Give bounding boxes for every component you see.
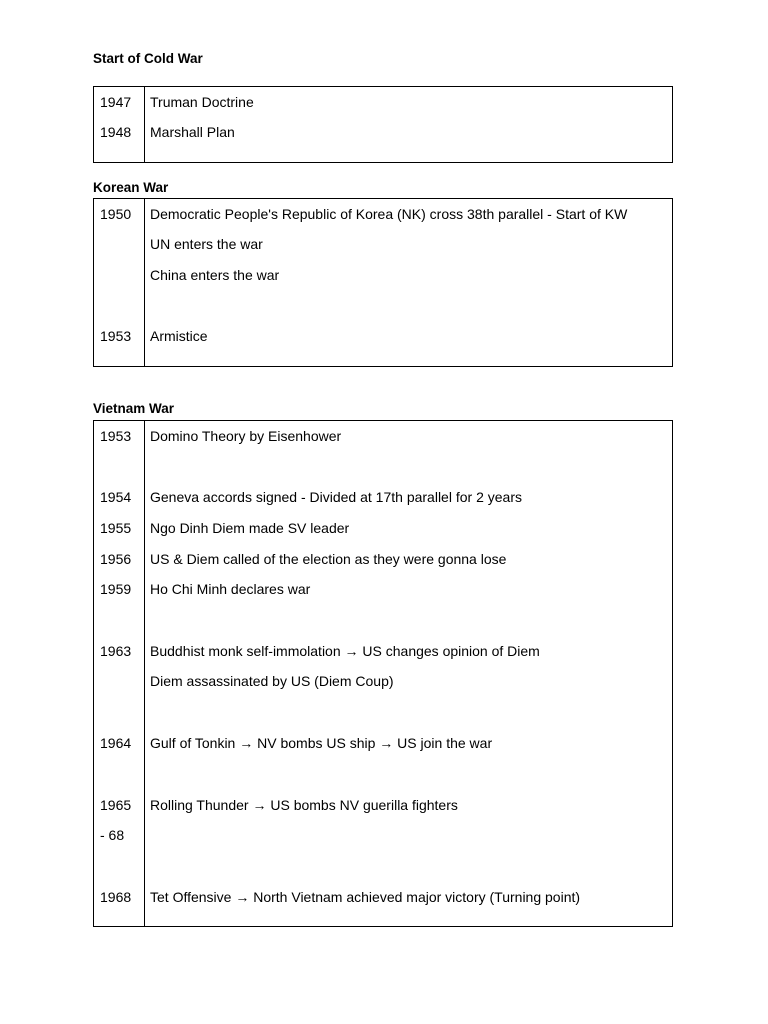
year-cell: 1948: [100, 124, 132, 140]
table-row: [94, 642, 672, 660]
section-title-vietnam-war: Vietnam War: [93, 401, 175, 416]
event-cell: US & Diem called of the election as they were gonna lose: [150, 551, 507, 567]
year-cell: 1964: [100, 735, 132, 751]
year-cell: 1968: [100, 889, 132, 905]
event-cell: Democratic People's Republic of Korea (NK) cross 38th parallel - Start of KW: [150, 206, 628, 222]
year-cell: 1963: [100, 643, 132, 659]
timeline-table-cold-war: [93, 86, 673, 163]
table-row: [94, 826, 672, 844]
table-row: [94, 734, 672, 752]
table-row: [94, 427, 672, 445]
year-cell: 1947: [100, 94, 132, 110]
table-row: [94, 550, 672, 568]
event-cell: UN enters the war: [150, 236, 263, 252]
year-cell: 1955: [100, 520, 132, 536]
event-cell: Gulf of Tonkin → NV bombs US ship → US join the war: [150, 735, 493, 751]
year-cell: 1950: [100, 206, 132, 222]
table-row: [94, 205, 672, 223]
year-cell: 1956: [100, 551, 132, 567]
table-row: [94, 235, 672, 253]
table-row: [94, 327, 672, 345]
event-cell: Diem assassinated by US (Diem Coup): [150, 673, 394, 689]
event-cell: Buddhist monk self-immolation → US changes opinion of Diem: [150, 643, 540, 659]
event-cell: Ngo Dinh Diem made SV leader: [150, 520, 350, 536]
section-title-cold-war: Start of Cold War: [93, 51, 203, 66]
timeline-table-vietnam-war: [93, 420, 673, 927]
event-cell: Marshall Plan: [150, 124, 235, 140]
event-cell: Tet Offensive → North Vietnam achieved major victory (Turning point): [150, 889, 581, 905]
table-row: [94, 488, 672, 506]
table-row: [94, 796, 672, 814]
year-cell: 1953: [100, 328, 132, 344]
event-cell: Ho Chi Minh declares war: [150, 581, 311, 597]
year-cell: 1953: [100, 428, 132, 444]
event-cell: Geneva accords signed - Divided at 17th parallel for 2 years: [150, 489, 522, 505]
table-row: [94, 519, 672, 537]
section-title-korean-war: Korean War: [93, 180, 169, 195]
year-cell: 1965: [100, 797, 132, 813]
timeline-table-korean-war: [93, 198, 673, 367]
year-cell: - 68: [100, 827, 125, 843]
event-cell: Armistice: [150, 328, 208, 344]
event-cell: Rolling Thunder → US bombs NV guerilla fighters: [150, 797, 458, 813]
table-row: [94, 580, 672, 598]
year-cell: 1959: [100, 581, 132, 597]
event-cell: Truman Doctrine: [150, 94, 254, 110]
table-row: [94, 266, 672, 284]
table-row: [94, 123, 672, 141]
event-cell: Domino Theory by Eisenhower: [150, 428, 342, 444]
table-row: [94, 672, 672, 690]
year-cell: 1954: [100, 489, 132, 505]
table-row: [94, 888, 672, 906]
table-row: [94, 93, 672, 111]
event-cell: China enters the war: [150, 267, 280, 283]
